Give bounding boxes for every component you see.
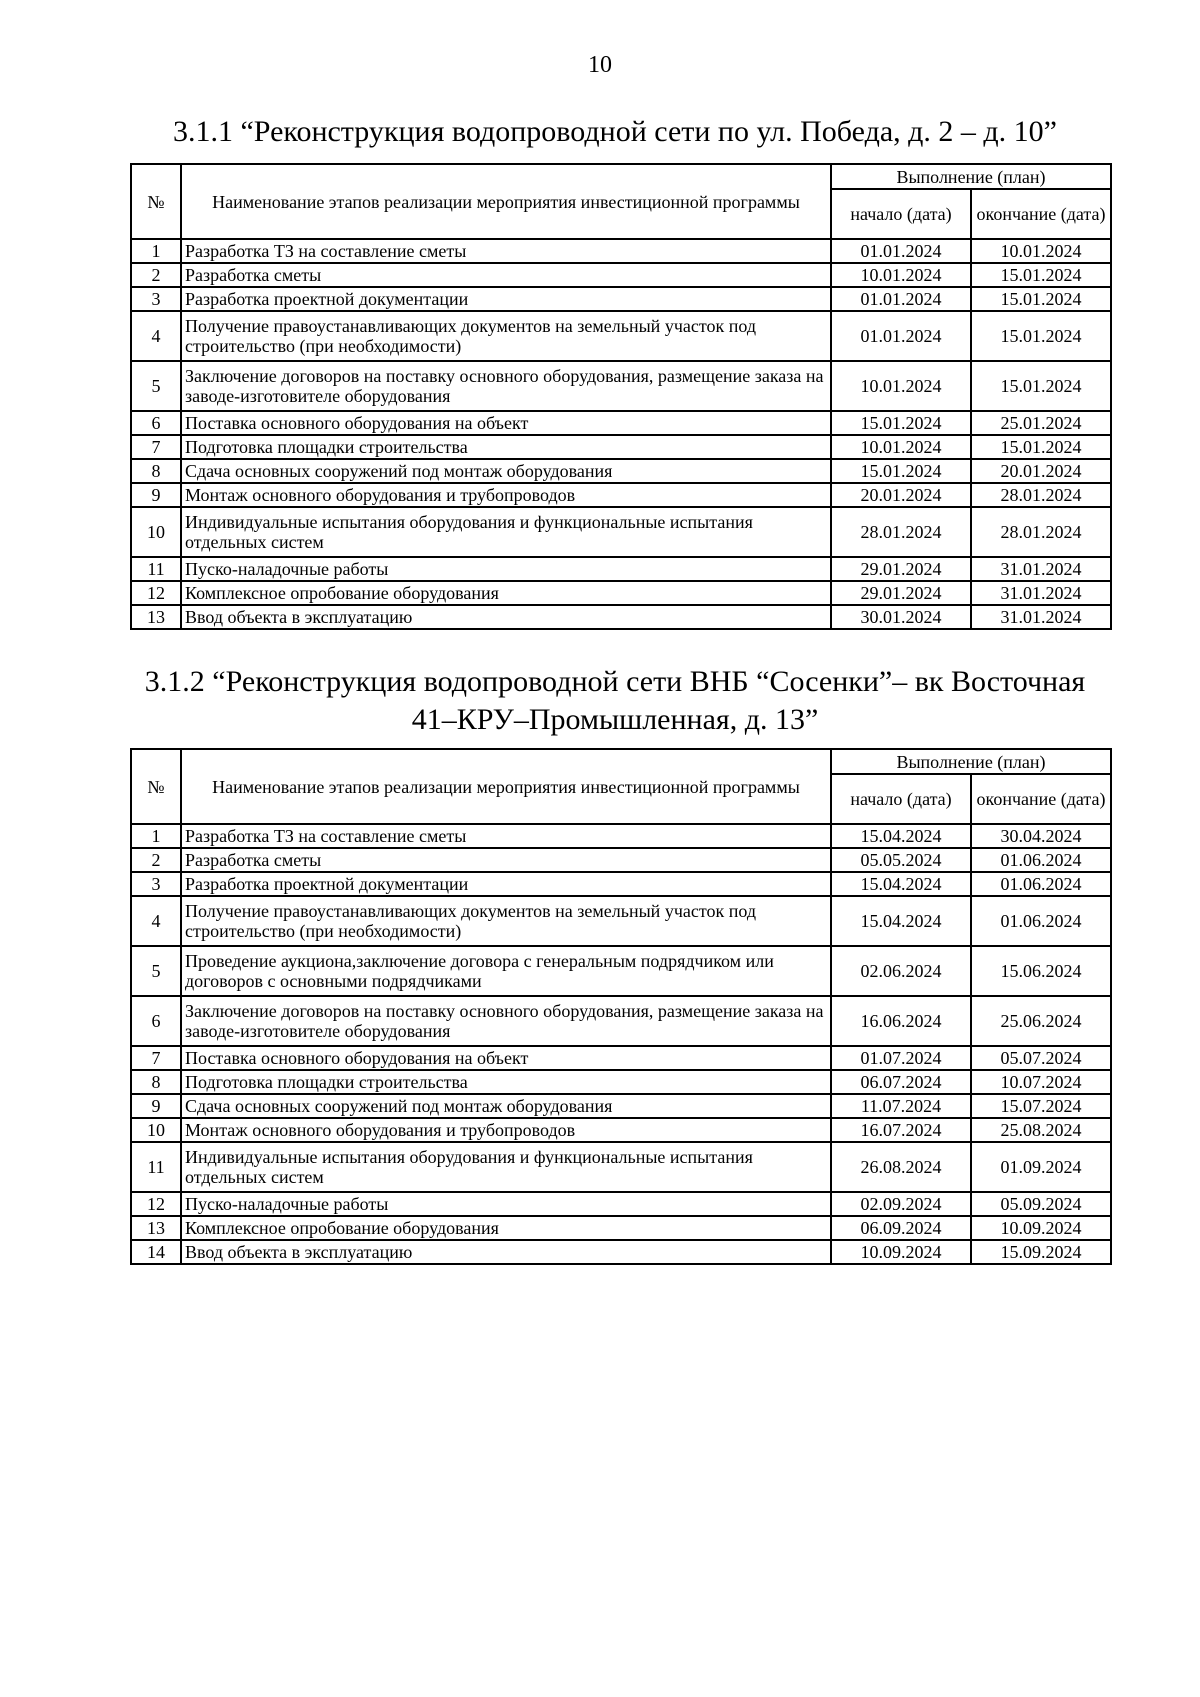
row-start-date: 10.09.2024: [831, 1240, 971, 1264]
row-start-date: 15.04.2024: [831, 872, 971, 896]
row-number: 9: [131, 1094, 181, 1118]
row-stage: Заключение договоров на поставку основного оборудования, размещение заказа на заводе-изготовителе оборудования: [181, 361, 831, 411]
row-stage: Сдача основных сооружений под монтаж оборудования: [181, 459, 831, 483]
row-end-date: 15.06.2024: [971, 946, 1111, 996]
row-stage: Ввод объекта в эксплуатацию: [181, 1240, 831, 1264]
row-start-date: 30.01.2024: [831, 605, 971, 629]
row-start-date: 29.01.2024: [831, 557, 971, 581]
row-start-date: 01.01.2024: [831, 287, 971, 311]
row-end-date: 10.01.2024: [971, 239, 1111, 263]
row-number: 10: [131, 1118, 181, 1142]
table-row: [131, 848, 1111, 872]
header-end: окончание (дата): [971, 774, 1111, 824]
row-end-date: 31.01.2024: [971, 557, 1111, 581]
row-stage: Монтаж основного оборудования и трубопроводов: [181, 1118, 831, 1142]
table-row: [131, 1192, 1111, 1216]
row-start-date: 16.06.2024: [831, 996, 971, 1046]
row-end-date: 15.07.2024: [971, 1094, 1111, 1118]
row-end-date: 01.06.2024: [971, 848, 1111, 872]
row-number: 6: [131, 996, 181, 1046]
table-row: [131, 872, 1111, 896]
row-end-date: 20.01.2024: [971, 459, 1111, 483]
table-row: [131, 507, 1111, 557]
row-end-date: 30.04.2024: [971, 824, 1111, 848]
table-row: [131, 946, 1111, 996]
section-title-2: 3.1.2 “Реконструкция водопроводной сети ВНБ “Сосенки”– вк Восточная 41–КРУ–Промышленная, д. 13”: [144, 665, 1086, 736]
row-end-date: 05.07.2024: [971, 1046, 1111, 1070]
row-end-date: 15.01.2024: [971, 287, 1111, 311]
header-stage: Наименование этапов реализации мероприятия инвестиционной программы: [181, 164, 831, 239]
table-row: [131, 605, 1111, 629]
row-stage: Сдача основных сооружений под монтаж оборудования: [181, 1094, 831, 1118]
row-stage: Разработка сметы: [181, 848, 831, 872]
row-end-date: 15.01.2024: [971, 263, 1111, 287]
table-row: [131, 1070, 1111, 1094]
row-end-date: 10.07.2024: [971, 1070, 1111, 1094]
row-end-date: 28.01.2024: [971, 507, 1111, 557]
row-end-date: 15.01.2024: [971, 311, 1111, 361]
table-row: [131, 311, 1111, 361]
row-start-date: 10.01.2024: [831, 361, 971, 411]
row-start-date: 28.01.2024: [831, 507, 971, 557]
table-row: [131, 1142, 1111, 1192]
row-number: 5: [131, 361, 181, 411]
schedule-table-1: [130, 163, 1112, 630]
row-number: 6: [131, 411, 181, 435]
row-start-date: 06.07.2024: [831, 1070, 971, 1094]
row-stage: Монтаж основного оборудования и трубопроводов: [181, 483, 831, 507]
header-start: начало (дата): [831, 189, 971, 239]
row-end-date: 31.01.2024: [971, 581, 1111, 605]
header-execution: Выполнение (план): [831, 749, 1111, 774]
table-row: [131, 239, 1111, 263]
row-stage: Пуско-наладочные работы: [181, 557, 831, 581]
row-end-date: 31.01.2024: [971, 605, 1111, 629]
section-title-1: 3.1.1 “Реконструкция водопроводной сети по ул. Победа, д. 2 – д. 10”: [172, 115, 1058, 148]
row-number: 11: [131, 557, 181, 581]
row-start-date: 11.07.2024: [831, 1094, 971, 1118]
row-end-date: 01.06.2024: [971, 872, 1111, 896]
row-stage: Поставка основного оборудования на объект: [181, 411, 831, 435]
row-end-date: 25.06.2024: [971, 996, 1111, 1046]
row-end-date: 05.09.2024: [971, 1192, 1111, 1216]
page-number: 10: [588, 52, 612, 78]
row-start-date: 15.01.2024: [831, 411, 971, 435]
row-stage: Комплексное опробование оборудования: [181, 581, 831, 605]
header-end: окончание (дата): [971, 189, 1111, 239]
table-row: [131, 896, 1111, 946]
row-number: 1: [131, 239, 181, 263]
row-stage: Заключение договоров на поставку основного оборудования, размещение заказа на заводе-изготовителе оборудования: [181, 996, 831, 1046]
schedule-table-2: [130, 748, 1112, 1265]
table-row: [131, 361, 1111, 411]
row-number: 2: [131, 848, 181, 872]
table-row: [131, 1216, 1111, 1240]
row-start-date: 06.09.2024: [831, 1216, 971, 1240]
row-stage: Разработка сметы: [181, 263, 831, 287]
row-start-date: 02.06.2024: [831, 946, 971, 996]
table-row: [131, 435, 1111, 459]
row-number: 12: [131, 581, 181, 605]
row-stage: Поставка основного оборудования на объект: [181, 1046, 831, 1070]
row-number: 14: [131, 1240, 181, 1264]
row-start-date: 10.01.2024: [831, 435, 971, 459]
row-stage: Индивидуальные испытания оборудования и функциональные испытания отдельных систем: [181, 1142, 831, 1192]
row-stage: Комплексное опробование оборудования: [181, 1216, 831, 1240]
row-end-date: 15.01.2024: [971, 361, 1111, 411]
row-end-date: 01.06.2024: [971, 896, 1111, 946]
row-stage: Проведение аукциона,заключение договора с генеральным подрядчиком или договоров с основными подрядчиками: [181, 946, 831, 996]
row-end-date: 25.01.2024: [971, 411, 1111, 435]
row-number: 1: [131, 824, 181, 848]
table-row: [131, 263, 1111, 287]
header-num: №: [131, 749, 181, 824]
row-start-date: 16.07.2024: [831, 1118, 971, 1142]
row-stage: Разработка проектной документации: [181, 872, 831, 896]
row-stage: Пуско-наладочные работы: [181, 1192, 831, 1216]
table-row: [131, 483, 1111, 507]
table-row: [131, 824, 1111, 848]
table-row: [131, 557, 1111, 581]
row-stage: Разработка ТЗ на составление сметы: [181, 824, 831, 848]
row-number: 10: [131, 507, 181, 557]
row-start-date: 26.08.2024: [831, 1142, 971, 1192]
row-end-date: 28.01.2024: [971, 483, 1111, 507]
row-number: 12: [131, 1192, 181, 1216]
row-start-date: 15.01.2024: [831, 459, 971, 483]
row-start-date: 02.09.2024: [831, 1192, 971, 1216]
row-number: 13: [131, 1216, 181, 1240]
table-row: [131, 1240, 1111, 1264]
table-row: [131, 1094, 1111, 1118]
row-number: 9: [131, 483, 181, 507]
row-stage: Получение правоустанавливающих документов на земельный участок под строительство (при необходимости): [181, 311, 831, 361]
header-num: №: [131, 164, 181, 239]
row-start-date: 15.04.2024: [831, 896, 971, 946]
row-start-date: 10.01.2024: [831, 263, 971, 287]
row-end-date: 01.09.2024: [971, 1142, 1111, 1192]
row-number: 3: [131, 872, 181, 896]
row-end-date: 10.09.2024: [971, 1216, 1111, 1240]
row-end-date: 15.01.2024: [971, 435, 1111, 459]
table-row: [131, 1118, 1111, 1142]
header-start: начало (дата): [831, 774, 971, 824]
row-stage: Индивидуальные испытания оборудования и функциональные испытания отдельных систем: [181, 507, 831, 557]
row-stage: Разработка проектной документации: [181, 287, 831, 311]
row-number: 5: [131, 946, 181, 996]
row-number: 13: [131, 605, 181, 629]
row-start-date: 01.01.2024: [831, 239, 971, 263]
table-row: [131, 459, 1111, 483]
row-number: 7: [131, 1046, 181, 1070]
row-number: 8: [131, 459, 181, 483]
row-number: 2: [131, 263, 181, 287]
table-row: [131, 996, 1111, 1046]
table-row: [131, 411, 1111, 435]
row-stage: Разработка ТЗ на составление сметы: [181, 239, 831, 263]
row-number: 4: [131, 896, 181, 946]
row-start-date: 15.04.2024: [831, 824, 971, 848]
row-number: 7: [131, 435, 181, 459]
row-stage: Подготовка площадки строительства: [181, 435, 831, 459]
table-row: [131, 287, 1111, 311]
row-number: 4: [131, 311, 181, 361]
table-row: [131, 1046, 1111, 1070]
row-start-date: 05.05.2024: [831, 848, 971, 872]
table-row: [131, 581, 1111, 605]
row-stage: Подготовка площадки строительства: [181, 1070, 831, 1094]
row-start-date: 01.01.2024: [831, 311, 971, 361]
header-execution: Выполнение (план): [831, 164, 1111, 189]
row-stage: Ввод объекта в эксплуатацию: [181, 605, 831, 629]
header-stage: Наименование этапов реализации мероприятия инвестиционной программы: [181, 749, 831, 824]
row-end-date: 25.08.2024: [971, 1118, 1111, 1142]
row-number: 3: [131, 287, 181, 311]
row-start-date: 20.01.2024: [831, 483, 971, 507]
row-number: 11: [131, 1142, 181, 1192]
row-end-date: 15.09.2024: [971, 1240, 1111, 1264]
row-start-date: 29.01.2024: [831, 581, 971, 605]
row-stage: Получение правоустанавливающих документов на земельный участок под строительство (при необходимости): [181, 896, 831, 946]
row-start-date: 01.07.2024: [831, 1046, 971, 1070]
row-number: 8: [131, 1070, 181, 1094]
